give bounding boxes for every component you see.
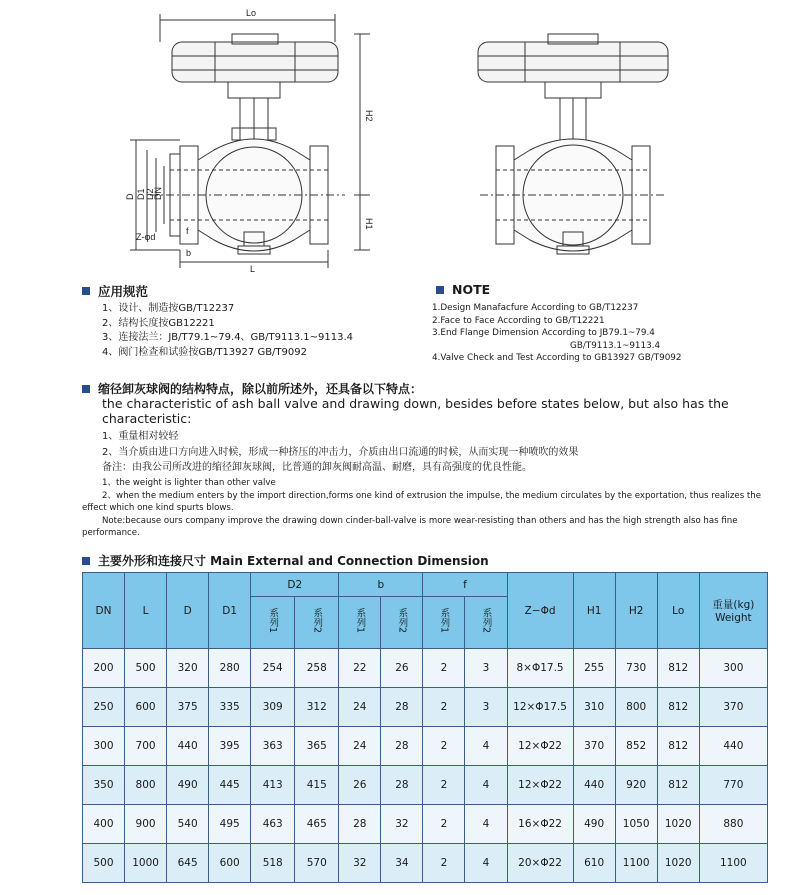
cell: 300	[699, 649, 767, 688]
cell: 12×Φ17.5	[507, 688, 573, 727]
table-row	[83, 649, 768, 688]
dimension-table	[82, 572, 768, 883]
cell: 540	[167, 805, 209, 844]
cell: 1100	[699, 844, 767, 883]
cell: 415	[295, 766, 339, 805]
header-dn: DN	[83, 573, 125, 649]
table-body	[83, 649, 768, 883]
cell: 600	[209, 844, 251, 883]
features-en-item: Note:because ours company improve the drawing down cinder-ball-valve is more wear-resisting than others and has the high strength also has fine performance.	[82, 515, 738, 538]
cell: 24	[339, 688, 381, 727]
cell: 812	[657, 649, 699, 688]
label-b: b	[186, 248, 192, 258]
features-cn-item: 1、重量相对较轻	[102, 431, 179, 442]
cell: 852	[615, 727, 657, 766]
cell: 4	[465, 805, 507, 844]
cell: 254	[251, 649, 295, 688]
cell: 28	[381, 766, 423, 805]
cell: 12×Φ22	[507, 727, 573, 766]
cell: 900	[125, 805, 167, 844]
cell: 2	[423, 805, 465, 844]
header-lo: Lo	[657, 573, 699, 649]
spec-cn-item: 3、连接法兰：JB/T79.1~79.4、GB/T9113.1~9113.4	[102, 332, 354, 343]
label-h2: H2	[364, 110, 374, 122]
cell: 250	[83, 688, 125, 727]
cell: 258	[295, 649, 339, 688]
cell: 4	[465, 844, 507, 883]
spec-cn-list	[102, 302, 353, 360]
header-series1: 系列1	[339, 597, 381, 649]
table-title: 主要外形和连接尺寸 Main External and Connection Dimension	[98, 554, 489, 568]
table-row	[83, 766, 768, 805]
cell: 1020	[657, 805, 699, 844]
cell: 28	[381, 688, 423, 727]
cell: 440	[167, 727, 209, 766]
bullet-square-icon	[82, 557, 90, 565]
cell: 920	[615, 766, 657, 805]
cell: 28	[339, 805, 381, 844]
header-weight	[699, 573, 767, 649]
header-h1: H1	[573, 573, 615, 649]
bullet-square-icon	[82, 385, 90, 393]
cell: 26	[339, 766, 381, 805]
cell: 375	[167, 688, 209, 727]
header-weight-en: Weight	[715, 612, 752, 624]
cell: 1100	[615, 844, 657, 883]
cell: 800	[125, 766, 167, 805]
cell: 395	[209, 727, 251, 766]
cell: 335	[209, 688, 251, 727]
cell: 700	[125, 727, 167, 766]
cell: 2	[423, 766, 465, 805]
cell: 463	[251, 805, 295, 844]
cell: 8×Φ17.5	[507, 649, 573, 688]
cell: 34	[381, 844, 423, 883]
label-d: D	[125, 193, 135, 200]
spec-cn-item: 4、阀门检查和试验按GB/T13927 GB/T9092	[102, 346, 307, 358]
cell: 16×Φ22	[507, 805, 573, 844]
cell: 2	[423, 688, 465, 727]
header-b: b	[339, 573, 423, 597]
header-series1: 系列1	[251, 597, 295, 649]
header-d2: D2	[251, 573, 339, 597]
cell: 440	[573, 766, 615, 805]
features-en-list	[82, 477, 772, 540]
cell: 812	[657, 766, 699, 805]
cell: 400	[83, 805, 125, 844]
cell: 812	[657, 727, 699, 766]
features-heading-en: the characteristic of ash ball valve and drawing down, besides before states below, but also has the characteristic:	[102, 396, 729, 426]
label-l: L	[250, 264, 256, 274]
cell: 465	[295, 805, 339, 844]
features-cn-list	[102, 429, 578, 476]
cell: 490	[573, 805, 615, 844]
header-z: Z−Φd	[507, 573, 573, 649]
header-h2: H2	[615, 573, 657, 649]
cell: 200	[83, 649, 125, 688]
header-series2: 系列2	[381, 597, 423, 649]
label-h1: H1	[364, 218, 374, 230]
header-d: D	[167, 573, 209, 649]
cell: 365	[295, 727, 339, 766]
table-row	[83, 844, 768, 883]
header-series2: 系列2	[465, 597, 507, 649]
label-lo: Lo	[246, 8, 257, 18]
cell: 32	[381, 805, 423, 844]
header-weight-cn: 重量(kg)	[712, 599, 755, 611]
cell: 26	[381, 649, 423, 688]
bullet-square-icon	[436, 286, 444, 294]
cell: 312	[295, 688, 339, 727]
cell: 20×Φ22	[507, 844, 573, 883]
bullet-square-icon	[82, 287, 90, 295]
spec-cn-item: 1、设计、制造按GB/T12237	[102, 303, 235, 314]
cell: 3	[465, 688, 507, 727]
note-title: NOTE	[452, 282, 491, 297]
cell: 800	[615, 688, 657, 727]
label-dn: DN	[153, 187, 163, 200]
features-heading	[82, 380, 422, 397]
cell: 1050	[615, 805, 657, 844]
cell: 255	[573, 649, 615, 688]
cell: 730	[615, 649, 657, 688]
table-heading	[82, 552, 489, 569]
label-f: f	[186, 226, 189, 236]
cell: 2	[423, 727, 465, 766]
cell: 24	[339, 727, 381, 766]
cell: 645	[167, 844, 209, 883]
note-item: 1.Design Manafacfure According to GB/T12237	[432, 303, 639, 313]
cell: 1020	[657, 844, 699, 883]
label-z: Z-φd	[136, 232, 156, 242]
cell: 518	[251, 844, 295, 883]
table-row	[83, 727, 768, 766]
note-item: 4.Valve Check and Test According to GB13927 GB/T9092	[432, 353, 682, 363]
cell: 310	[573, 688, 615, 727]
cell: 413	[251, 766, 295, 805]
cell: 370	[573, 727, 615, 766]
cell: 490	[167, 766, 209, 805]
features-title: 缩径卸灰球阀的结构特点，除以前所述外，还具备以下特点：	[98, 382, 423, 396]
header-d1: D1	[209, 573, 251, 649]
table-row	[83, 688, 768, 727]
spec-cn-title: 应用规范	[98, 284, 149, 299]
note-item: 2.Face to Face According to GB/T12221	[432, 315, 605, 326]
cell: 445	[209, 766, 251, 805]
features-en-item: 1、the weight is lighter than other valve	[102, 478, 276, 488]
cell: 500	[125, 649, 167, 688]
cell: 1000	[125, 844, 167, 883]
spec-cn-item: 2、结构长度按GB12221	[102, 317, 215, 329]
cell: 32	[339, 844, 381, 883]
label-d1: D1	[136, 188, 146, 200]
cell: 880	[699, 805, 767, 844]
cell: 570	[295, 844, 339, 883]
cell: 2	[423, 649, 465, 688]
note-list	[432, 302, 682, 365]
valve-drawings	[0, 0, 800, 275]
cell: 363	[251, 727, 295, 766]
cell: 440	[699, 727, 767, 766]
cell: 280	[209, 649, 251, 688]
note-item: GB/T9113.1~9113.4	[570, 340, 661, 351]
header-series1: 系列1	[423, 597, 465, 649]
cell: 4	[465, 727, 507, 766]
header-f: f	[423, 573, 507, 597]
cell: 22	[339, 649, 381, 688]
table-row	[83, 805, 768, 844]
cell: 320	[167, 649, 209, 688]
cell: 309	[251, 688, 295, 727]
cell: 3	[465, 649, 507, 688]
cell: 350	[83, 766, 125, 805]
note-heading	[436, 282, 490, 297]
cell: 812	[657, 688, 699, 727]
features-cn-item: 2、当介质由进口方向进入时候，形成一种挤压的冲击力，介质由出口流通的时候，从而实现一种喷吹的效果	[102, 446, 579, 458]
cell: 300	[83, 727, 125, 766]
cell: 370	[699, 688, 767, 727]
note-item: 3.End Flange Dimension According to JB79.1~79.4	[432, 328, 655, 338]
cell: 495	[209, 805, 251, 844]
cell: 770	[699, 766, 767, 805]
label-d2: D2	[145, 188, 155, 200]
spec-cn-heading	[82, 282, 148, 300]
cell: 4	[465, 766, 507, 805]
cell: 28	[381, 727, 423, 766]
header-l: L	[125, 573, 167, 649]
features-en-item: 2、when the medium enters by the import direction,forms one kind of extrusion the impulse, the medium circulates by the exportation, thus realizes the effect which one kind spurts blows.	[82, 490, 762, 513]
cell: 610	[573, 844, 615, 883]
cell: 2	[423, 844, 465, 883]
features-cn-item: 备注：由我公司所改进的缩径卸灰球阀，比普通的卸灰阀耐高温、耐磨，具有高强度的优良性能。	[102, 462, 532, 473]
header-series2: 系列2	[295, 597, 339, 649]
cell: 12×Φ22	[507, 766, 573, 805]
cell: 600	[125, 688, 167, 727]
cell: 500	[83, 844, 125, 883]
